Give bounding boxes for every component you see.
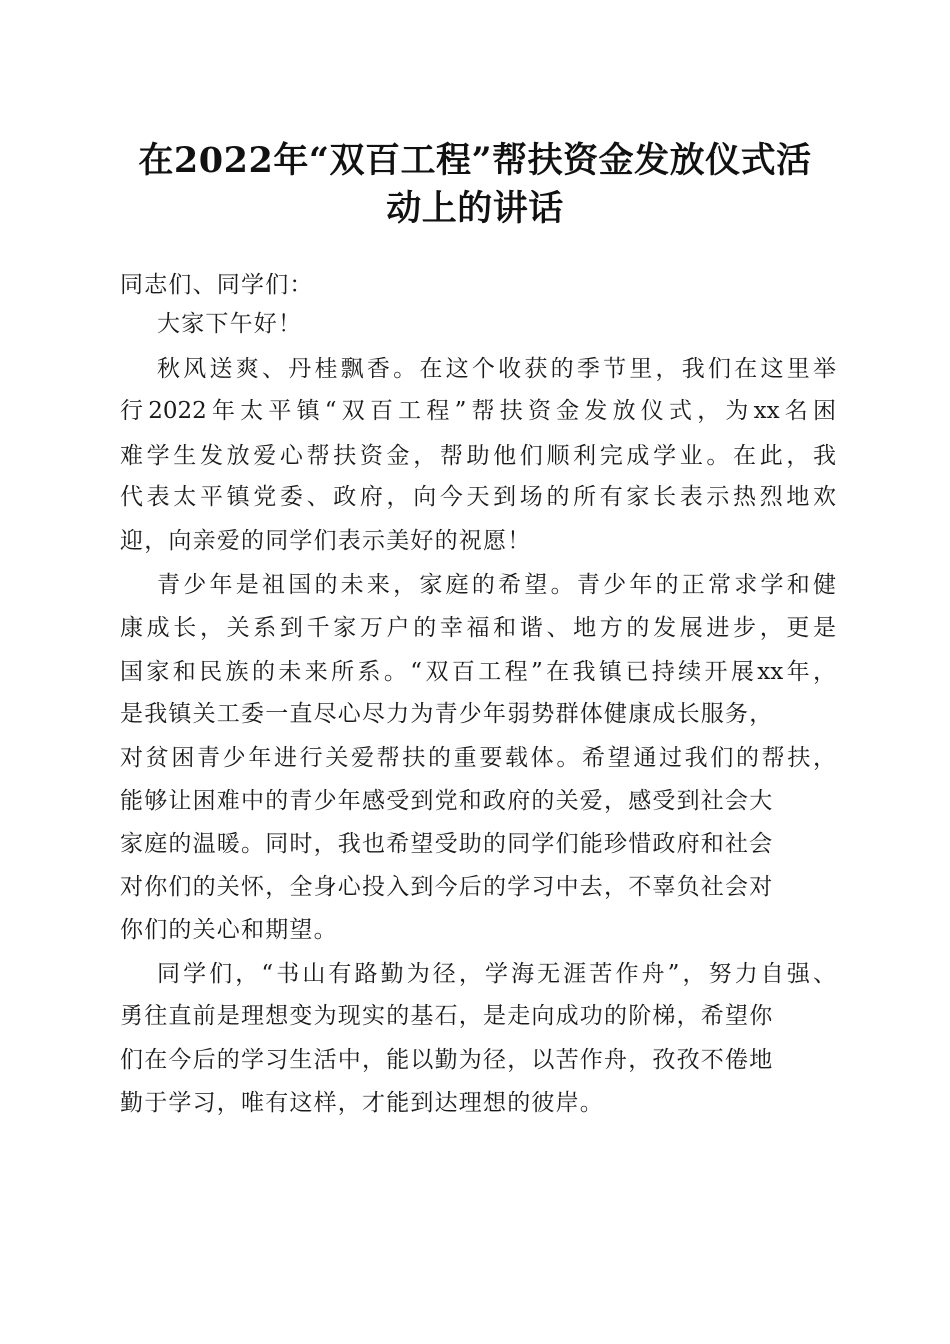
paragraph-line: 秋风送爽、丹桂飘香。在这个收获的季节里，我们在这里举 bbox=[157, 356, 836, 382]
paragraph-line: 对贫困青少年进行关爱帮扶的重要载体。希望通过我们的帮扶， bbox=[120, 745, 836, 771]
paragraph-line: 勇往直前是理想变为现实的基石，是走向成功的阶梯，希望你 bbox=[120, 1003, 774, 1029]
paragraph-line: 家庭的温暖。同时，我也希望受助的同学们能珍惜政府和社会 bbox=[120, 831, 774, 857]
title-line: 动上的讲话 bbox=[386, 188, 564, 229]
paragraph-line: 对你们的关怀，全身心投入到今后的学习中去，不辜负社会对 bbox=[120, 874, 774, 900]
document-title bbox=[110, 137, 840, 233]
salutation-line: 同志们、同学们： bbox=[120, 272, 314, 298]
paragraph-line: 你们的关心和期望。 bbox=[120, 917, 338, 943]
paragraph-line: 难学生发放爱心帮扶资金，帮助他们顺利完成学业。在此，我 bbox=[120, 443, 836, 469]
paragraph-line: 是我镇关工委一直尽心尽力为青少年弱势群体健康成长服务， bbox=[120, 701, 774, 727]
greeting-line: 大家下午好！ bbox=[157, 311, 303, 337]
paragraph-line: 能够让困难中的青少年感受到党和政府的关爱，感受到社会大 bbox=[120, 788, 774, 814]
paragraph-line: 行2022年太平镇“双百工程”帮扶资金发放仪式，为xx名困 bbox=[120, 398, 836, 424]
paragraph-line: 康成长，关系到千家万户的幸福和谐、地方的发展进步，更是 bbox=[120, 615, 836, 641]
paragraph-line: 青少年是祖国的未来，家庭的希望。青少年的正常求学和健 bbox=[157, 572, 836, 598]
paragraph-line: 们在今后的学习生活中，能以勤为径，以苦作舟，孜孜不倦地 bbox=[120, 1047, 774, 1073]
paragraph-line: 勤于学习，唯有这样，才能到达理想的彼岸。 bbox=[120, 1090, 604, 1116]
paragraph-line: 迎，向亲爱的同学们表示美好的祝愿！ bbox=[120, 528, 532, 554]
paragraph-line: 代表太平镇党委、政府，向今天到场的所有家长表示热烈地欢 bbox=[120, 484, 836, 510]
paragraph-line: 国家和民族的未来所系。“双百工程”在我镇已持续开展xx年， bbox=[120, 659, 836, 685]
title-line: 在2022年“双百工程”帮扶资金发放仪式活 bbox=[138, 140, 812, 181]
paragraph-line: 同学们，“书山有路勤为径，学海无涯苦作舟”，努力自强、 bbox=[157, 961, 836, 987]
